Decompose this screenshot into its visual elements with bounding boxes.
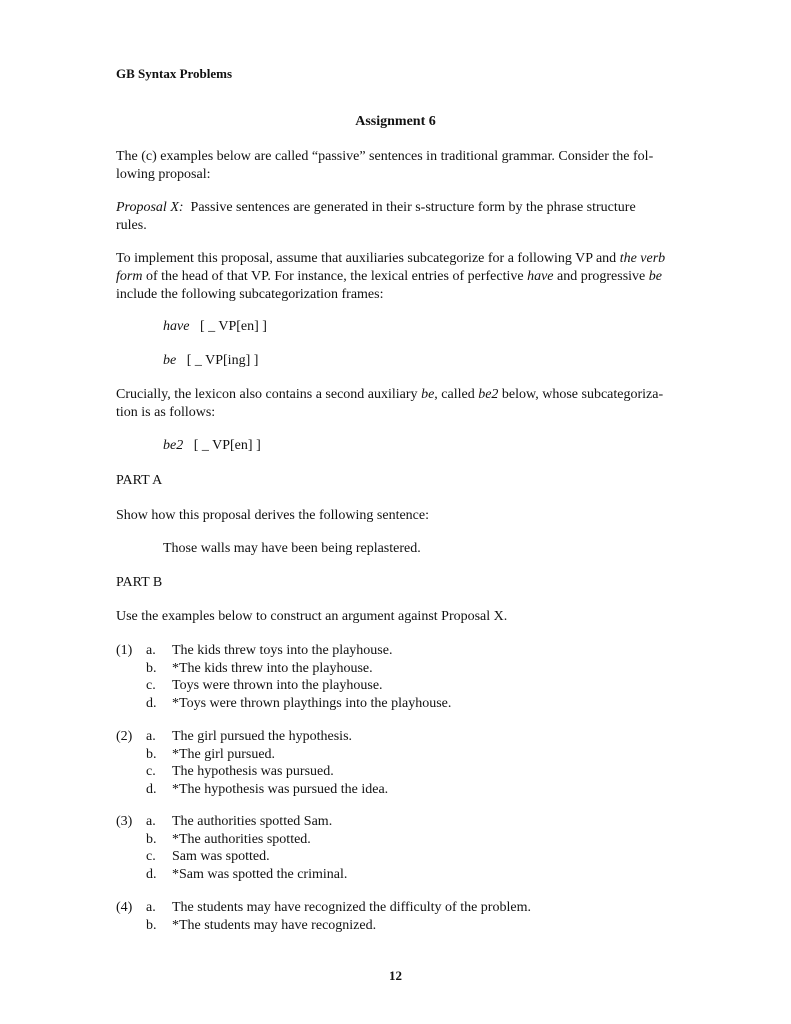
example-letter: d. [146, 781, 157, 797]
example-item [116, 848, 676, 866]
example-item [116, 695, 676, 713]
part-a-sentence: Those walls may have been being replastered. [163, 541, 421, 556]
example-item [116, 746, 676, 764]
example-group-2 [116, 728, 676, 798]
example-item [116, 660, 676, 678]
example-text: *The hypothesis was pursued the idea. [172, 781, 389, 797]
example-item [116, 831, 676, 849]
implement-text: To implement this proposal, assume that auxiliaries subcategorize for a following VP and [116, 251, 620, 266]
example-item [116, 728, 676, 746]
crucially-em: be [421, 387, 435, 402]
example-letter: b. [146, 746, 157, 762]
example-text: *The kids threw into the playhouse. [172, 660, 373, 676]
frame-be2 [163, 437, 261, 455]
proposal-line-1 [116, 199, 676, 217]
part-b-instruction: Use the examples below to construct an argument against Proposal X. [116, 609, 508, 624]
proposal-label: Proposal X: [116, 200, 184, 215]
example-text: The kids threw toys into the playhouse. [172, 643, 393, 658]
example-number: (3) [116, 814, 133, 829]
example-text: *The girl pursued. [172, 746, 276, 762]
example-letter: a. [146, 729, 156, 744]
example-letter: b. [146, 831, 157, 847]
example-item [116, 763, 676, 781]
example-number: (4) [116, 900, 133, 915]
implement-line-1 [116, 250, 676, 268]
frame-word: be [163, 353, 177, 368]
example-letter: d. [146, 866, 157, 882]
crucially-text: Crucially, the lexicon also contains a second auxiliary [116, 387, 422, 402]
example-text: The authorities spotted Sam. [172, 814, 333, 829]
crucially-text: , called [434, 387, 479, 402]
example-item [116, 781, 676, 799]
example-number: (1) [116, 643, 133, 658]
proposal-line-2: rules. [116, 218, 147, 233]
example-text: *The students may have recognized. [172, 917, 377, 933]
example-item [116, 813, 676, 831]
implement-em: the verb [619, 251, 666, 266]
intro-paragraph [116, 148, 676, 184]
example-letter: a. [146, 814, 156, 829]
crucially-line-1 [116, 386, 676, 404]
implement-line-3: include the following subcategorization frames: [116, 287, 384, 302]
implement-paragraph [116, 250, 676, 304]
crucially-text: below, whose subcategoriza- [498, 387, 664, 402]
frame-be [163, 352, 258, 370]
example-text: The students may have recognized the difficulty of the problem. [172, 900, 531, 915]
example-item [116, 866, 676, 884]
example-item [116, 917, 676, 935]
example-text: The hypothesis was pursued. [172, 764, 334, 779]
example-text: Sam was spotted. [172, 849, 270, 864]
part-b-heading: PART B [116, 575, 163, 590]
frame-word: be2 [163, 438, 184, 453]
example-letter: a. [146, 900, 156, 915]
intro-line-2: lowing proposal: [116, 167, 211, 182]
frame-spec: [ _ VP[ing] ] [186, 353, 259, 368]
example-letter: d. [146, 695, 157, 711]
crucially-paragraph [116, 386, 676, 422]
frame-spec: [ _ VP[en] ] [199, 319, 267, 334]
example-letter: a. [146, 643, 156, 658]
example-letter: b. [146, 660, 157, 676]
crucially-line-2: tion is as follows: [116, 405, 216, 420]
example-letter: c. [146, 764, 156, 779]
example-item [116, 677, 676, 695]
example-number: (2) [116, 729, 133, 744]
implement-text: and progressive [553, 269, 649, 284]
crucially-em: be2 [478, 387, 499, 402]
implement-em: form [116, 269, 143, 284]
running-head: GB Syntax Problems [116, 66, 233, 81]
implement-em: be [648, 269, 662, 284]
implement-text: of the head of that VP. For instance, the lexical entries of perfective [142, 269, 528, 284]
implement-line-2 [116, 268, 676, 286]
frame-have [163, 318, 267, 336]
proposal-paragraph [116, 199, 676, 235]
intro-line-1: The (c) examples below are called “passive” sentences in traditional grammar. Consider the fol- [116, 149, 654, 164]
implement-em: have [527, 269, 554, 284]
example-group-1 [116, 642, 676, 712]
example-group-4 [116, 899, 676, 934]
frame-word: have [163, 319, 190, 334]
assignment-title: Assignment 6 [355, 114, 436, 129]
example-text: *Toys were thrown playthings into the playhouse. [172, 695, 452, 711]
example-text: *The authorities spotted. [172, 831, 311, 847]
frame-spec: [ _ VP[en] ] [193, 438, 261, 453]
example-text: *Sam was spotted the criminal. [172, 866, 348, 882]
example-text: The girl pursued the hypothesis. [172, 729, 353, 744]
example-text: Toys were thrown into the playhouse. [172, 678, 383, 693]
example-item [116, 642, 676, 660]
proposal-text: Passive sentences are generated in their s-structure form by the phrase structure [190, 200, 636, 215]
example-group-3 [116, 813, 676, 883]
example-letter: b. [146, 917, 157, 933]
example-letter: c. [146, 849, 156, 864]
example-item [116, 899, 676, 917]
example-letter: c. [146, 678, 156, 693]
page-number: 12 [389, 968, 402, 983]
part-a-heading: PART A [116, 473, 163, 488]
part-a-instruction: Show how this proposal derives the following sentence: [116, 508, 430, 523]
